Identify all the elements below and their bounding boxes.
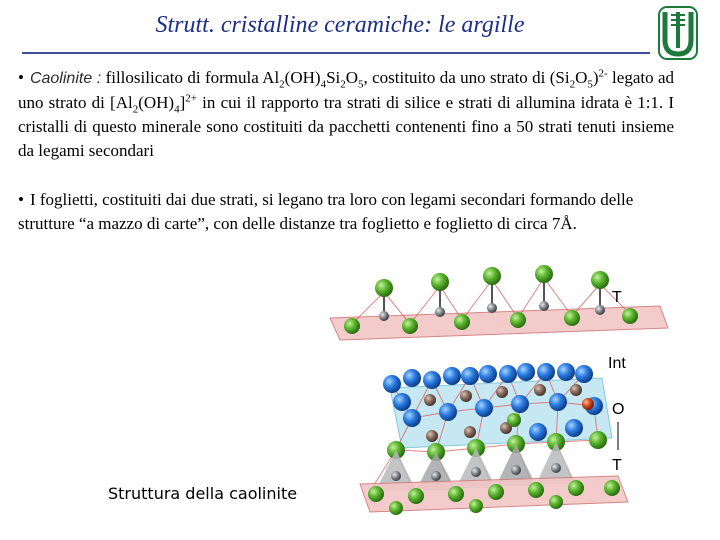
label-t-bottom: T: [612, 457, 622, 474]
label-int: Int: [608, 355, 626, 372]
title-underline: [22, 52, 650, 54]
university-logo: [656, 4, 700, 62]
term-caolinite: Caolinite :: [29, 70, 102, 87]
kaolinite-structure-diagram: [312, 262, 684, 524]
label-t-top: T: [612, 289, 622, 306]
paragraph-caolinite: • Caolinite : fillosilicato di formula $Al_2(OH)_4Si_2O_5$, costituito da uno strato di $(Si_2O_5)^{2-}$ legato ad uno strato di $[Al_2(OH)_4]^{2+}$ in cui il rapporto tra strati di silice e strati di allumina idrata è 1:1. I cristalli di questo minerale sono costituiti da pacchetti contenenti fino a 50 strati tenuti insieme da legami secondari: [18, 67, 675, 160]
label-o: O: [612, 401, 625, 418]
bullet-symbol: •: [18, 190, 24, 209]
top-tetrahedral-plane: [330, 306, 668, 340]
paragraph-foglietti: [18, 188, 674, 236]
figure-caption: Struttura della caolinite: [108, 484, 298, 503]
slide-title: Strutt. cristalline ceramiche: le argille: [155, 12, 525, 38]
bullet-symbol: •: [18, 68, 24, 87]
paragraph-foglietti-text: I foglietti, costituiti dai due strati, si legano tra loro con legami secondari formando delle strutture “a mazzo di carte”, con delle distanze tra foglietto e foglietto di circa 7Å.: [18, 190, 634, 233]
